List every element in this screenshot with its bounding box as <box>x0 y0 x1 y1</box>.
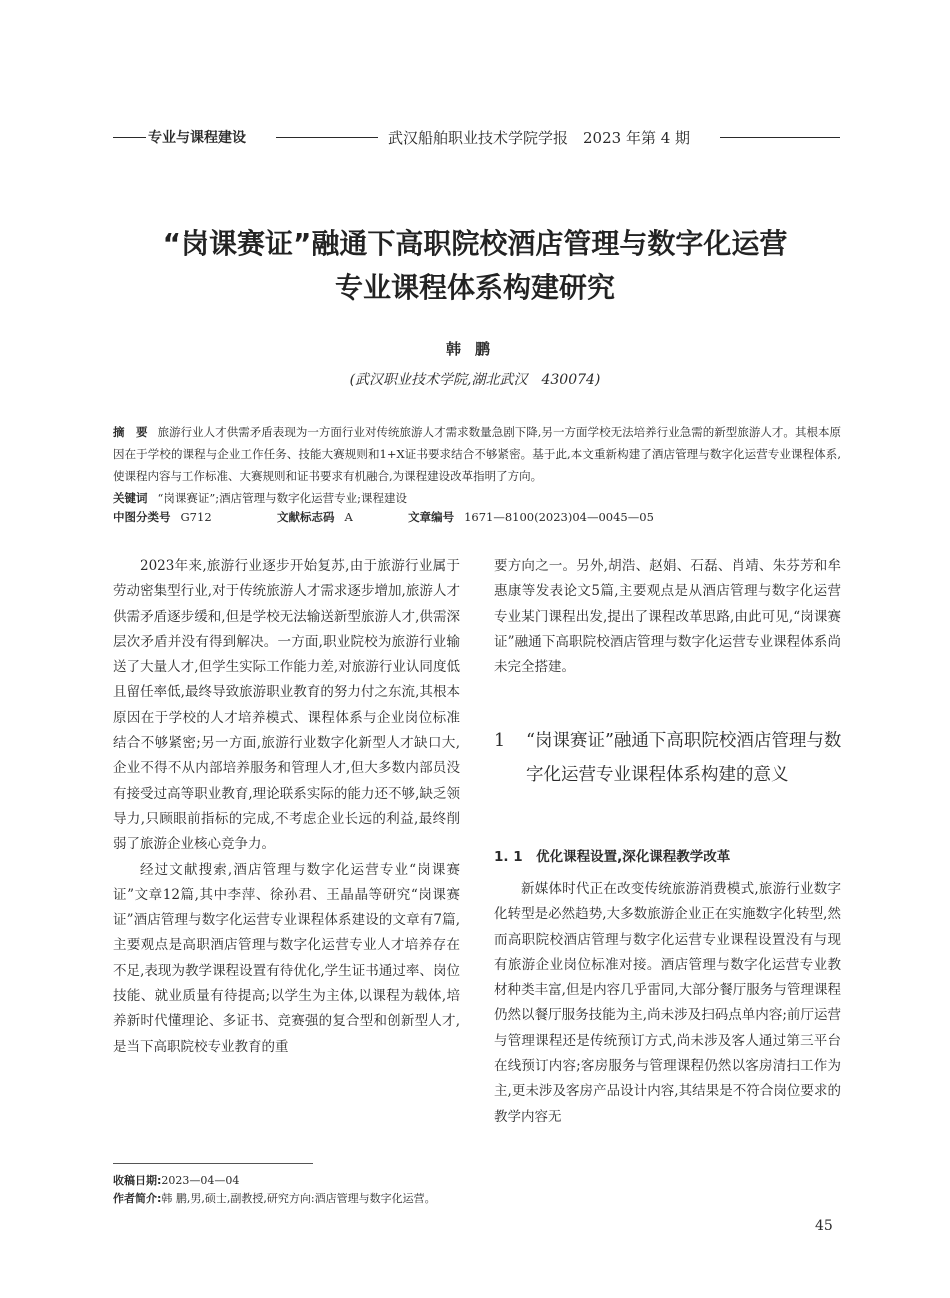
header-rule-left <box>113 137 146 138</box>
header-rule-middle <box>276 137 378 138</box>
classification-line <box>113 509 654 525</box>
clc-label: 中图分类号 <box>113 510 171 524</box>
header-rule-right <box>720 137 840 138</box>
keywords-label: 关键词 <box>113 491 148 505</box>
abstract-block <box>113 421 841 509</box>
body-paragraph: 2023年来,旅游行业逐步开始复苏,由于旅游行业属于劳动密集型行业,对于传统旅游人才需求逐步增加,旅游人才供需矛盾逐步缓和,但是学校无法输送新型旅游人才,供需深层次矛盾并没有得到解决。一方面,职业院校为旅游行业输送了大量人才,但学生实际工作能力差,对旅游行业认同度低且留任率低,最终导致旅游职业教育的努力付之东流,其根本原因在于学校的人才培养模式、课程体系与企业岗位标准结合不够紧密;另一方面,旅游行业数字化新型人才缺口大,企业不得不从内部培养服务和管理人才,但大多数内部员没有接受过高等职业教育,理论联系实际的能力还不够,缺乏领导力,只顾眼前指标的完成,不考虑企业长远的利益,最终削弱了旅游企业核心竞争力。 <box>113 558 460 853</box>
paper-title-line-2: 专业课程体系构建研究 <box>334 271 615 304</box>
doc-code-value: A <box>344 510 353 524</box>
author-bio <box>113 1190 436 1206</box>
subsection-heading: 1. 1 优化课程设置,深化课程教学改革 <box>494 849 731 865</box>
body-paragraph: 经过文献搜索,酒店管理与数字化运营专业“岗课赛证”文章12篇,其中李萍、徐孙君、王晶晶等研究“岗课赛证”酒店管理与数字化运营专业课程体系建设的文章有7篇,主要观点是高职酒店管理与数字化运营专业人才培养存在不足,表现为教学课程设置有待优化,学生证书通过率、岗位技能、就业质量有待提高;以学生为主体,以课程为载体,培养新时代懂理论、多证书、竞赛强的复合型和创新型人才,是当下高职院校专业教育的重 <box>113 861 461 1055</box>
header-section: 专业与课程建设 <box>148 130 246 146</box>
right-column-top <box>494 554 841 680</box>
right-column-bottom <box>494 877 841 1130</box>
abstract-label: 摘 要 <box>113 425 148 439</box>
received-date <box>113 1172 239 1188</box>
abstract-text: 旅游行业人才供需矛盾表现为一方面行业对传统旅游人才需求数量急剧下降,另一方面学校无法培养行业急需的新型旅游人才。其根本原因在于学校的课程与企业工作任务、技能大赛规则和1+X证书要求结合不够紧密。基于此,本文重新构建了酒店管理与数字化运营专业课程体系,使课程内容与工作标准、大赛规则和证书要求有机融合,为课程建设改革指明了方向。 <box>113 425 842 483</box>
article-number-label: 文章编号 <box>408 510 455 524</box>
keywords <box>113 487 841 509</box>
article-number-value: 1671—8100(2023)04—0045—05 <box>464 510 654 524</box>
page-number: 45 <box>815 1218 833 1234</box>
header-journal: 武汉船舶职业技术学院学报 2023 年第 4 期 <box>388 129 691 147</box>
clc-value: G712 <box>180 510 212 524</box>
body-paragraph: 新媒体时代正在改变传统旅游消费模式,旅游行业数字化转型是必然趋势,大多数旅游企业正在实施数字化转型,然而高职院校酒店管理与数字化运营专业课程设置没有与现有旅游企业岗位标准对接。酒店管理与数字化运营专业教材种类丰富,但是内容几乎雷同,大部分餐厅服务与管理课程仍然以餐厅服务技能为主,尚未涉及扫码点单内容;前厅运营与管理课程还是传统预订方式,尚未涉及客人通过第三平台在线预订内容;客房服务与管理课程仍然以客房清扫工作为主,更未涉及客房产品设计内容,其结果是不符合岗位要求的教学内容无 <box>494 881 841 1125</box>
footnote-rule <box>113 1163 313 1164</box>
author-name: 韩鹏 <box>445 340 504 358</box>
received-label: 收稿日期: <box>113 1174 162 1187</box>
section-number: 1 <box>494 731 506 751</box>
left-column <box>113 554 460 1060</box>
paper-title-line-1: “岗课赛证”融通下高职院校酒店管理与数字化运营 <box>162 227 788 260</box>
received-value: 2023—04—04 <box>161 1174 240 1187</box>
doc-code-label: 文献标志码 <box>276 510 335 524</box>
author-affiliation: (武汉职业技术学院,湖北武汉 430074) <box>349 372 601 388</box>
bio-label: 作者简介: <box>113 1192 162 1205</box>
body-paragraph: 要方向之一。另外,胡浩、赵娟、石磊、肖靖、朱芬芳和牟惠康等发表论文5篇,主要观点是从酒店管理与数字化运营专业某门课程出发,提出了课程改革思路,由此可见,“岗课赛证”融通下高职院校酒店管理与数字化运营专业课程体系尚未完全搭建。 <box>494 558 841 676</box>
abstract <box>113 421 841 487</box>
bio-value: 韩 鹏,男,硕士,副教授,研究方向:酒店管理与数字化运营。 <box>161 1192 436 1205</box>
keywords-text: “岗课赛证”;酒店管理与数字化运营专业;课程建设 <box>157 491 408 505</box>
section-title: “岗课赛证”融通下高职院校酒店管理与数字化运营专业课程体系构建的意义 <box>526 731 842 785</box>
